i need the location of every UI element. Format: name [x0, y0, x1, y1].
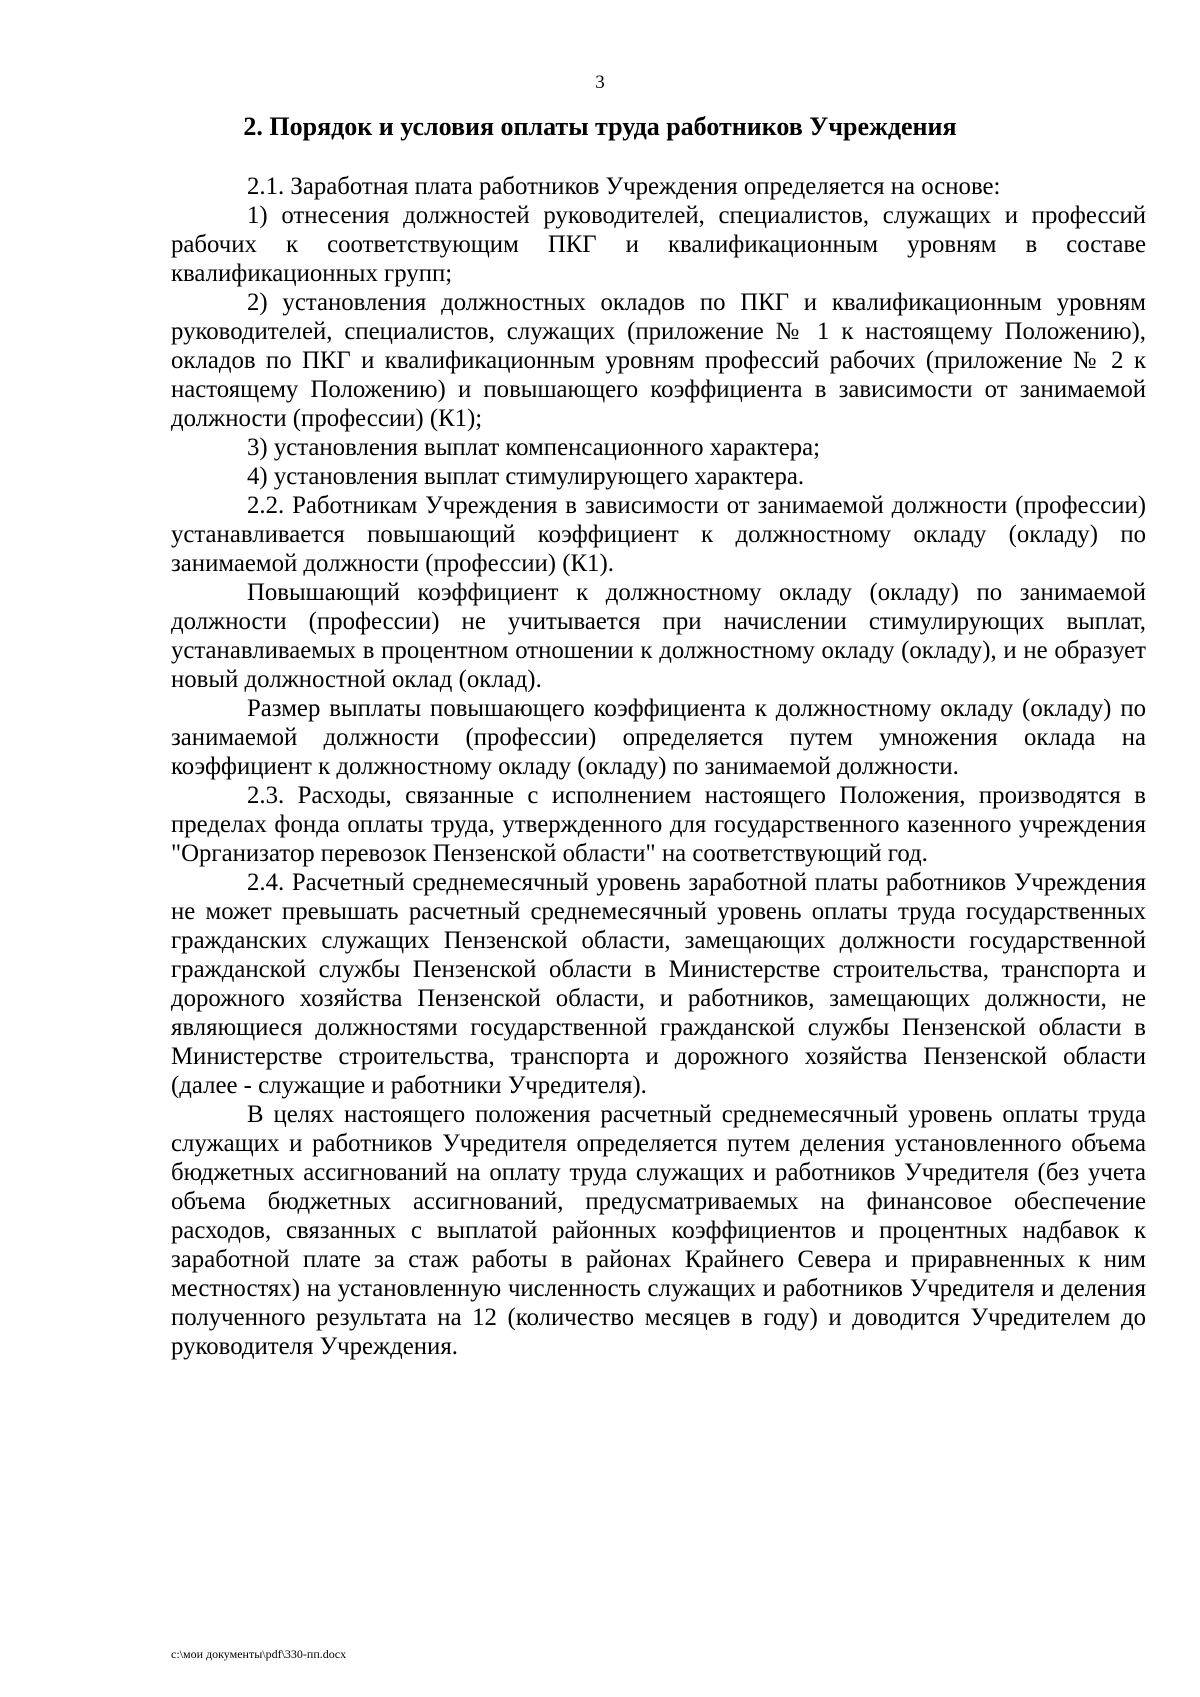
paragraph-2-2: 2.2. Работникам Учреждения в зависимости от занимаемой должности (профессии) устанавливается повышающий коэффициент к должностному окладу (окладу) по занимаемой должности (профессии) (К1). — [171, 492, 1146, 577]
paragraph-item-3: 3) установления выплат компенсационного характера; — [247, 434, 821, 461]
paragraph-2-4: 2.4. Расчетный среднемесячный уровень заработной платы работников Учреждения не может превышать расчетный среднемесячный уровень оплаты труда государственных гражданских служащих Пензенской области, замещающих должности государственной гражданской службы Пензенской области в Министерстве строительства, транспорта и дорожного хозяйства Пензенской области, и работников, замещающих должности, не являющиеся должностями государственной гражданской службы Пензенской области в Министерстве строительства, транспорта и дорожного хозяйства Пензенской области (далее - служащие и работники Учредителя). — [171, 869, 1146, 1099]
paragraph-2-3: 2.3. Расходы, связанные с исполнением настоящего Положения, производятся в пределах фонда оплаты труда, утвержденного для государственного казенного учреждения "Организатор перевозок Пензенской области" на соответствующий год. — [171, 782, 1146, 867]
paragraph-coefficient-note: Повышающий коэффициент к должностному окладу (окладу) по занимаемой должности (профессии) не учитывается при начислении стимулирующих выплат, устанавливаемых в процентном отношении к должностному окладу (окладу), и не образует новый должностной оклад (оклад). — [171, 579, 1146, 693]
paragraph-item-4: 4) установления выплат стимулирующего характера. — [247, 463, 805, 490]
page-number: 3 — [595, 72, 605, 93]
paragraph-coefficient-size: Размер выплаты повышающего коэффициента к должностному окладу (окладу) по занимаемой должности (профессии) определяется путем умножения оклада на коэффициент к должностному окладу (окладу) по занимаемой должности. — [171, 695, 1146, 780]
paragraph-calculation: В целях настоящего положения расчетный среднемесячный уровень оплаты труда служащих и работников Учредителя определяется путем деления установленного объема бюджетных ассигнований на оплату труда служащих и работников Учредителя (без учета объема бюджетных ассигнований, предусматриваемых на финансовое обеспечение расходов, связанных с выплатой районных коэффициентов и процентных надбавок к заработной плате за стаж работы в районах Крайнего Севера и приравненных к ним местностях) на установленную численность служащих и работников Учредителя и деления полученного результата на 12 (количество месяцев в году) и доводится Учредителем до руководителя Учреждения. — [171, 1101, 1146, 1360]
paragraph-2-1: 2.1. Заработная плата работников Учреждения определяется на основе: — [247, 173, 1001, 200]
paragraph-item-2: 2) установления должностных окладов по ПКГ и квалификационным уровням руководителей, специалистов, служащих (приложение № 1 к настоящему Положению), окладов по ПКГ и квалификационным уровням профессий рабочих (приложение № 2 к настоящему Положению) и повышающего коэффициента в зависимости от занимаемой должности (профессии) (К1); — [171, 289, 1146, 432]
file-path-footer: c:\мои документы\pdf\330-пп.docx — [171, 1647, 347, 1661]
section-heading: 2. Порядок и условия оплаты труда работников Учреждения — [243, 112, 957, 141]
document-body — [171, 172, 1146, 1361]
paragraph-item-1: 1) отнесения должностей руководителей, специалистов, служащих и профессий рабочих к соответствующим ПКГ и квалификационным уровням в составе квалификационных групп; — [171, 202, 1146, 287]
